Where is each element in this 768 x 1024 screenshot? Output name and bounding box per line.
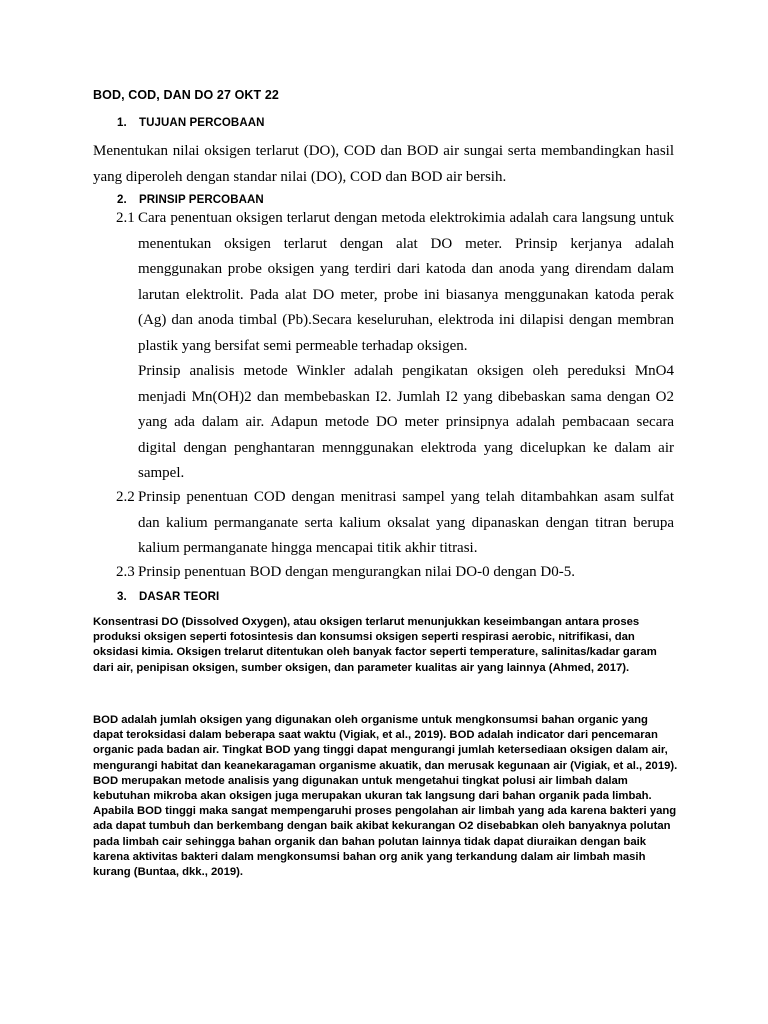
section-title: TUJUAN PERCOBAAN — [139, 117, 265, 129]
section-title: DASAR TEORI — [139, 591, 220, 603]
item-number: 2.3 — [116, 564, 135, 580]
item-paragraph: Cara penentuan oksigen terlarut dengan metoda elektrokimia adalah cara langsung untuk menentukan oksigen terlarut dengan alat DO meter. Prinsip kerjanya adalah menggunakan probe oksigen yang terdiri dari katoda dan anoda yang direndam dalam larutan elektrolit. Pada alat DO meter, probe ini biasanya menggunakan katoda perak (Ag) dan anoda timbal (Pb).Secara keseluruhan, elektroda ini dilapisi dengan membran plastik yang bersifat semi permeable terhadap oksigen. — [138, 210, 674, 354]
section-number: 1. — [117, 117, 127, 129]
tujuan-paragraph: Menentukan nilai oksigen terlarut (DO), COD dan BOD air sungai serta membandingkan hasil yang diperoleh dengan standar nilai (DO), COD dan BOD air bersih. — [93, 143, 674, 185]
section-number: 3. — [117, 591, 127, 603]
item-paragraph: Prinsip penentuan COD dengan menitrasi sampel yang telah ditambahkan asam sulfat dan kalium permanganate serta kalium oksalat yang dipanaskan dengan titran berupa kalium permanganate hingga mencapai titik akhir titrasi. — [138, 489, 674, 556]
item-number: 2.2 — [116, 489, 135, 505]
dasar-teori-paragraph-do: Konsentrasi DO (Dissolved Oxygen), atau oksigen terlarut menunjukkan keseimbangan antara proses produksi oksigen seperti fotosintesis dan konsumsi oksigen seperti respirasi aerobic, nitrifikasi, dan oksidasi kimia. Oksigen trelarut ditentukan oleh banyak factor seperti temperature, salinitas/kadar garam dari air, penipisan oksigen, sumber oksigen, dan parameter kualitas air yang lainnya (Ahmed, 2017). — [93, 616, 657, 674]
document-title: BOD, COD, DAN DO 27 OKT 22 — [93, 88, 279, 102]
section-title: PRINSIP PERCOBAAN — [139, 194, 264, 206]
dasar-teori-paragraph-bod: BOD adalah jumlah oksigen yang digunakan oleh organisme untuk mengkonsumsi bahan organic yang dapat teroksidasi dalam beberapa saat waktu (Vigiak, et al., 2019). BOD adalah indicator dari pencemaran organic pada badan air. Tingkat BOD yang tinggi dapat mengurangi jumlah ketersediaan oksigen dalam air, mengurangi habitat dan keanekaragaman organisme akuatik, dan merusak kegunaan air (Vigiak, et al., 2019). BOD merupakan metode analisis yang digunakan untuk mengetahui tingkat polusi air limbah dalam kebutuhan mikroba akan oksigen juga merupakan ukuran tak langsung dari bahan organik pada limbah. Apabila BOD tinggi maka sangat mempengaruhi proses pengolahan air limbah yang ada karena bakteri yang ada dapat tumbuh dan berkembang dengan baik akibat kekurangan O2 disebabkan oleh banyaknya polutan pada limbah cair sehingga bahan organik dan bahan polutan lainnya tidak dapat diuraikan dengan baik karena aktivitas bakteri dalam mengkonsumsi bahan org anik yang terkandung dalam air limbah masih kurang (Buntaa, dkk., 2019). — [93, 714, 678, 879]
item-paragraph: Prinsip penentuan BOD dengan mengurangkan nilai DO-0 dengan D0-5. — [138, 564, 575, 580]
winkler-paragraph: Prinsip analisis metode Winkler adalah pengikatan oksigen oleh pereduksi MnO4 menjadi Mn(OH)2 dan membebaskan I2. Jumlah I2 yang dibebaskan sama dengan O2 yang ada dalam air. Adapun metode DO meter prinsipnya adalah pembacaan secara digital dengan penghantaran mennggunakan elektroda yang dicelupkan ke dalam air sampel. — [138, 363, 674, 481]
section-number: 2. — [117, 194, 127, 206]
item-number: 2.1 — [116, 210, 135, 226]
